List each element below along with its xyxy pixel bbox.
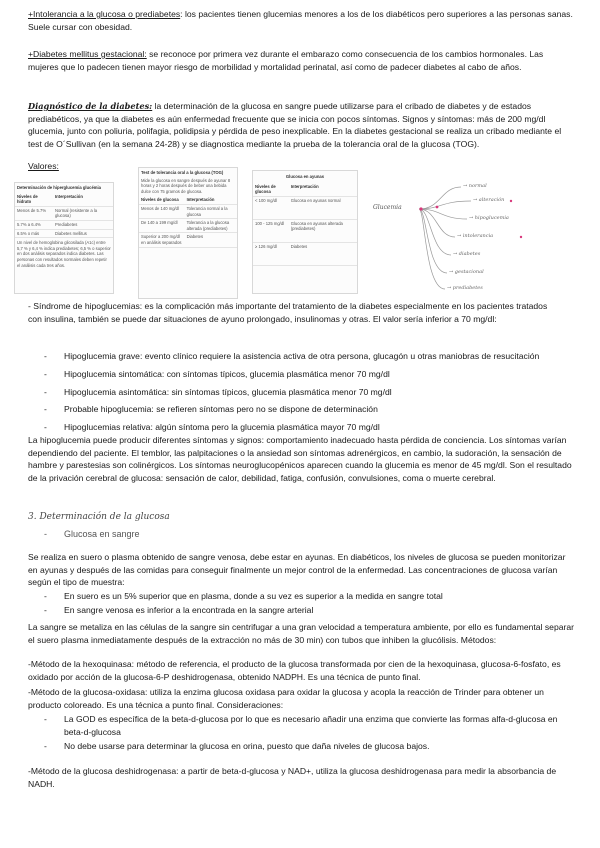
table-row: 100 - 125 mg/dl Glucosa en ayunas alterada (prediabetes) [253, 219, 357, 242]
paragraph-gestational-diabetes: +Diabetes mellitus gestacional: se reconoce por primera vez durante el embarazo como consecuencia de los cambios hormonales. Las mujeres que lo padecen tienen mayor riesgo de morbilidad y mortalidad perinatal, así como de padecer diabetes al cabo de años. [28, 49, 544, 72]
tog-table: Niveles de glucosa Interpretación Menos de 140 mg/dl Tolerancia normal a la glucosa De 140 a 199 mg/dl Tolerancia a la glucosa alterada (prediabetes) Superior a 200 mg/dl en análisis separados Diabetes [139, 196, 237, 247]
list-item: - Hipoglucemias relativa: algún síntoma pero la glucemia plasmática mayor 70 mg/dl [44, 421, 574, 434]
list-item: - En sangre venosa es inferior a la encontrada en la sangre arterial [44, 604, 574, 617]
list-item: - La GOD es específica de la beta-d-glucosa por lo que es necesario añadir una enzima que convierte las formas alfa-d-glucosa en beta-d-glucosa [44, 713, 574, 738]
paragraph-glucose-oxidase-method: -Método de la glucosa-oxidasa: utiliza la enzima glucosa oxidasa para oxidar la glucosa y acopla la reacción de Trinder para obtener un producto coloreado. Es una técnica a punto final. Consideraciones: [28, 687, 544, 710]
table-image-hba1c: Determinación de hiperglucemia glucémia Niveles de hidrato Interpretación Menos de 5.7% Normal (resistente a la glucosa) 5.7% a 6.4% Prediabetes 6.5% o más Diabetes mellitus Un nivel de hemoglobina glicosilada (A1c) entre 5,7 % y 6,4 % indica prediabetes; 6,5 % o superior en dos análisis separados indica diabetes. Las personas con resultados normales deben repetir el análisis cada tres años. [14, 182, 114, 294]
paragraph-sample-handling: La sangre se metaliza en las células de la sangre sin centrifugar a una gran velocidad a temperatura ambiente, por ello es fundamental separar el suero plasma inmediatamente después de la extracción no más de 30 min) con tubos que inhiben la glucólisis. Métodos: [28, 622, 575, 645]
table-row: Superior a 200 mg/dl en análisis separados Diabetes [139, 233, 237, 247]
list-item: - Probable hipoglucemia: se refieren síntomas pero no se dispone de determinación [44, 403, 574, 416]
paragraph-hypoglycemia-syndrome: - Síndrome de hipoglucemias: es la complicación más importante del tratamiento de la diabetes especialmente en los pacientes tratados con insulina, también se puede dar situaciones de ayuno prolongado, insulinomas y otras. El valor sería inferior a 70 mg/dl: [28, 301, 548, 324]
fasting-table: Niveles de glucosa Interpretación < 100 mg/dl Glucosa en ayunas normal 100 - 125 mg/dl Glucosa en ayunas alterada (prediabetes) ≥ 126 mg/dl Diabetes [253, 183, 357, 266]
paragraph-blood-glucose: Se realiza en suero o plasma obtenido de sangre venosa, debe estar en ayunas. En diabéticos, los niveles de glucosa se pueden monitorizar en ayunas y después de las comidas para conseguir finalmente un mejor control de la enfermedad. Las concentraciones de glucosa varían según el tipo de muestra: [28, 552, 566, 588]
paragraph-glucose-dehydrogenase-method: -Método de la glucosa deshidrogenasa: a partir de beta-d-glucosa y NAD+, utiliza la glucosa deshidrogenasa para medir la absorbancia de NADH. [28, 766, 557, 789]
mindmap-image: Glucemia → normal → alteración → hipoglucemia → intolerancia → diabetes → gestacional → prediabetes [370, 178, 590, 300]
table-row: Menos de 140 mg/dl Tolerancia normal a la glucosa [139, 204, 237, 218]
term-gestational: +Diabetes mellitus gestacional: [28, 49, 147, 59]
table-row: < 100 mg/dl Glucosa en ayunas normal [253, 196, 357, 219]
hypoglycemia-list [44, 350, 574, 439]
list-item: - No debe usarse para determinar la glucosa en orina, puesto que daña niveles de glucosa bajos. [44, 740, 574, 753]
table-image-tog: Test de tolerancia oral a la glucosa (TOG) Mide la glucosa en sangre después de ayunar 8 horas y 2 horas después de beber una bebida dulce con 75 gramos de glucosa. Niveles de glucosa Interpretación Menos de 140 mg/dl Tolerancia normal a la glucosa De 140 a 199 mg/dl Tolerancia a la glucosa alterada (prediabetes) Superior a 200 mg/dl en análisis separados Diabetes [138, 167, 238, 299]
sample-list [44, 590, 574, 618]
god-considerations-list [44, 713, 574, 754]
subsection-heading: - Glucosa en sangre [44, 528, 574, 541]
paragraph-prediabetes: +Intolerancia a la glucosa o prediabetes: los pacientes tienen glucemias menores a los de los diabéticos pero superiores a las personas sanas. Suele cursar con obesidad. [28, 9, 573, 32]
subsection-list [44, 528, 574, 546]
valores-label: Valores: [28, 161, 59, 171]
paragraph-diagnosis: Diagnóstico de la diabetes: la determinación de la glucosa en sangre puede utilizarse para el cribado de diabetes y de estados prediabéticos, ya que la diabetes es aún enfermedad frecuente que se inicia con pocos síntomas. Signos y síntomas: más de 200 mg/dl glucemia, junto con poliuria, polifagia, polidipsia y pérdida de peso inexplicable. En la diabetes gestacional se realiza un cribado mediante el test de O´Sullivan (en la semana 24-28) y se diagnostica mediante la prueba de la tolerancia oral de la glucosa (TOG). [28, 101, 562, 149]
table-row: ≥ 126 mg/dl Diabetes [253, 242, 357, 265]
list-item: - Hipoglucemia asintomática: sin síntomas típicos, glucemia plasmática menor 70 mg/dl [44, 386, 574, 399]
list-item: - En suero es un 5% superior que en plasma, donde a su vez es superior a la medida en sangre total [44, 590, 574, 603]
term-prediabetes: +Intolerancia a la glucosa o prediabetes [28, 9, 181, 19]
mindmap-root: Glucemia [373, 204, 402, 211]
hba1c-table: Niveles de hidrato Interpretación Menos de 5.7% Normal (resistente a la glucosa) 5.7% a 6.4% Prediabetes 6.5% o más Diabetes mellitus [15, 193, 113, 239]
list-item: - Hipoglucemia sintomática: con síntomas típicos, glucemia plasmática menor 70 mg/dl [44, 368, 574, 381]
table-row: Menos de 5.7% Normal (resistente a la glucosa) [15, 206, 113, 220]
paragraph-hypoglycemia-symptoms: La hipoglucemia puede producir diferentes síntomas y signos: comportamiento inadecuado hasta pérdida de conciencia. Los síntomas varían dependiendo del paciente. El temblor, las palpitaciones o la ansiedad son síntomas adrenérgicos, en cambio, la sudoración, la sensación de hambre y parestesias son colinérgicos. Los síntomas neuroglucopénicos aparecen cuando la glucemia es menor de 45 mg/dl. Son el resultado de la privación cerebral de glucosa: sensación de calor, debilidad, fatiga, confusión, convulsiones, coma o muerte cerebral. [28, 435, 572, 483]
table-row: De 140 a 199 mg/dl Tolerancia a la glucosa alterada (prediabetes) [139, 219, 237, 233]
section-heading: 3. Determinación de la glucosa [28, 512, 170, 522]
table-row: 5.7% a 6.4% Prediabetes [15, 220, 113, 229]
term-diagnosis: Diagnóstico de la diabetes: [28, 101, 153, 111]
paragraph-hexokinase-method: -Método de la hexoquinasa: método de referencia, el producto de la glucosa transformada por cien de la hexoquinasa, glucosa-6-fosfato, es oxidado por acción de la glucosa-6-P deshidrogenasa, obtenido NADPH. Es una técnica de punto final. [28, 659, 561, 682]
list-item: - Hipoglucemia grave: evento clínico requiere la asistencia activa de otra persona, glucagón u otras maniobras de resucitación [44, 350, 574, 363]
table-image-fasting-glucose: Glucosa en ayunas Niveles de glucosa Interpretación < 100 mg/dl Glucosa en ayunas normal 100 - 125 mg/dl Glucosa en ayunas alterada (prediabetes) ≥ 126 mg/dl Diabetes [252, 170, 358, 294]
table-row: 6.5% o más Diabetes mellitus [15, 229, 113, 238]
